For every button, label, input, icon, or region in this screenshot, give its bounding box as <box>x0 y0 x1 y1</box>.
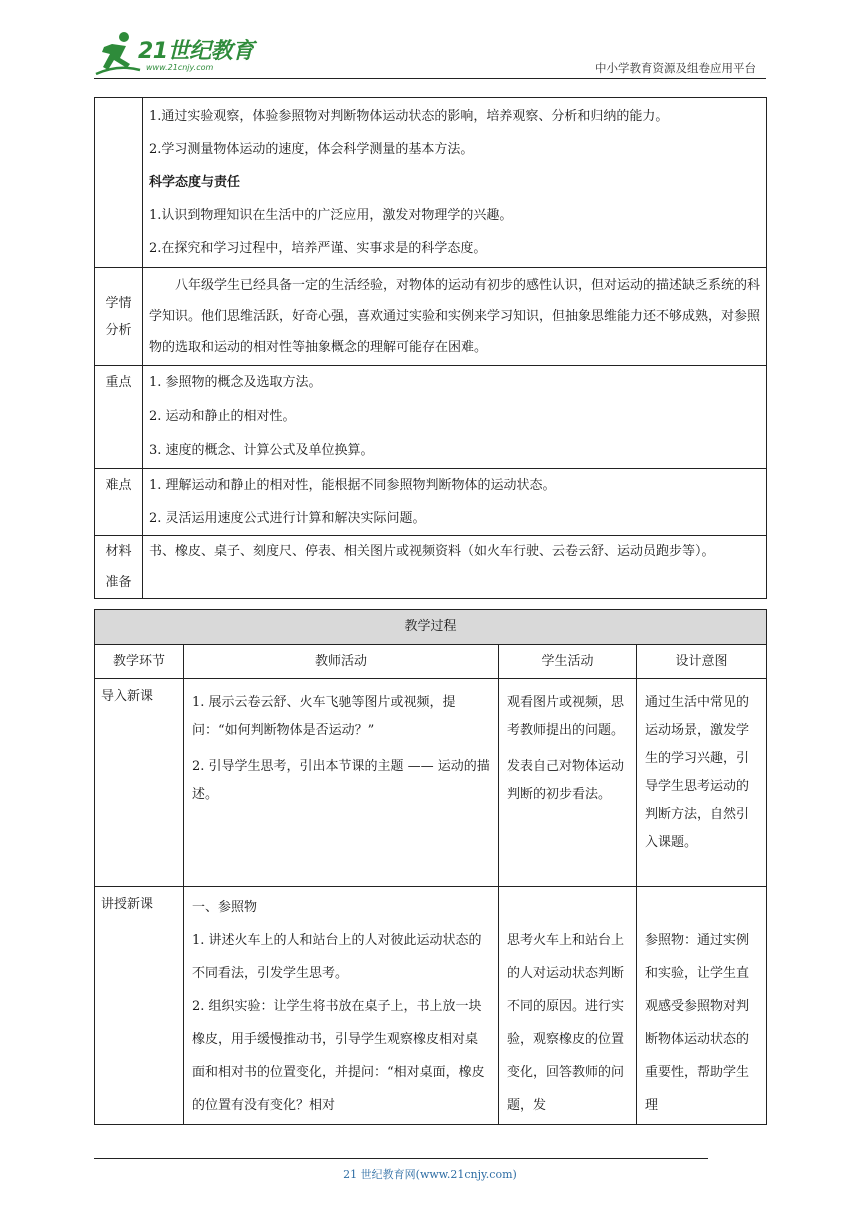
lecture-student-cell <box>499 887 637 1125</box>
teaching-process-table <box>94 609 767 1125</box>
lecture-row <box>95 887 767 1125</box>
analysis-text-cell <box>143 268 767 366</box>
lecture-stage: 讲授新课 <box>95 887 184 1125</box>
col-header-teacher: 教师活动 <box>184 645 499 679</box>
lecture-intent-text: 参照物：通过实例和实验，让学生直观感受参照物对判断物体运动状态的重要性，帮助学生理 <box>645 933 750 1113</box>
lecture-student-text: 思考火车上和站台上的人对运动状态判断不同的原因。进行实验，观察橡皮的位置变化，回答教师的问题，发 <box>507 933 625 1113</box>
goals-row <box>95 98 767 268</box>
analysis-label <box>95 268 143 366</box>
analysis-label-line: 分析 <box>105 322 132 338</box>
goals-label-cell <box>95 98 143 268</box>
difficulties-label: 难点 <box>95 469 143 536</box>
intro-student-item: 发表自己对物体运动判断的初步看法。 <box>507 759 625 802</box>
logo-brand-text: 21世纪教育 <box>138 39 254 64</box>
lecture-teacher-heading: 一、参照物 <box>192 900 258 915</box>
runner-logo-icon <box>94 30 142 76</box>
goal-line: 2.学习测量物体运动的速度，体会科学测量的基本方法。 <box>149 142 474 157</box>
intro-intent-cell <box>637 679 767 887</box>
column-header-row <box>95 645 767 679</box>
process-title: 教学过程 <box>95 610 767 645</box>
footer-link[interactable]: 21 世纪教育网(www.21cnjy.com) <box>343 1168 517 1181</box>
platform-name: 中小学教育资源及组卷应用平台 <box>595 61 756 75</box>
intro-teacher-item: 1. 展示云卷云舒、火车飞驰等图片或视频，提问：“如何判断物体是否运动？” <box>192 695 456 738</box>
lecture-intent-cell <box>637 887 767 1125</box>
col-header-student: 学生活动 <box>499 645 637 679</box>
difficulty-item: 2. 灵活运用速度公式进行计算和解决实际问题。 <box>149 511 426 526</box>
site-logo[interactable] <box>94 30 264 78</box>
lecture-teacher-item: 1. 讲述火车上的人和站台上的人对彼此运动状态的不同看法，引发学生思考。 <box>192 933 482 981</box>
materials-label-line: 材料 <box>105 544 132 559</box>
materials-label-line: 准备 <box>105 575 132 590</box>
intro-student-item: 观看图片或视频，思考教师提出的问题。 <box>507 695 625 738</box>
intro-stage: 导入新课 <box>95 679 184 887</box>
key-points-label: 重点 <box>95 366 143 469</box>
difficulty-item: 1. 理解运动和静止的相对性，能根据不同参照物判断物体的运动状态。 <box>149 478 556 493</box>
key-point-item: 2. 运动和静止的相对性。 <box>149 409 296 424</box>
key-point-item: 3. 速度的概念、计算公式及单位换算。 <box>149 443 374 458</box>
attitude-line: 2.在探究和学习过程中，培养严谨、实事求是的科学态度。 <box>149 241 487 256</box>
key-points-cell <box>143 366 767 469</box>
difficulties-cell <box>143 469 767 536</box>
page-header <box>0 0 860 80</box>
analysis-row <box>95 268 767 366</box>
key-point-item: 1. 参照物的概念及选取方法。 <box>149 375 322 390</box>
logo-url-text: www.21cnjy.com <box>146 63 214 72</box>
attitude-title: 科学态度与责任 <box>149 175 241 190</box>
attitude-line: 1.认识到物理知识在生活中的广泛应用，激发对物理学的兴趣。 <box>149 208 513 223</box>
intro-row <box>95 679 767 887</box>
lecture-teacher-cell <box>184 887 499 1125</box>
header-divider <box>94 78 766 79</box>
col-header-stage: 教学环节 <box>95 645 184 679</box>
difficulties-row <box>95 469 767 536</box>
goals-content-cell <box>143 98 767 268</box>
col-header-intent: 设计意图 <box>637 645 767 679</box>
intro-teacher-item: 2. 引导学生思考，引出本节课的主题 —— 运动的描述。 <box>192 759 490 802</box>
intro-teacher-cell <box>184 679 499 887</box>
materials-label <box>95 536 143 599</box>
lesson-info-table <box>94 97 767 599</box>
footer-divider <box>94 1158 708 1159</box>
intro-intent: 通过生活中常见的运动场景，激发学生的学习兴趣，引导学生思考运动的判断方法，自然引入课题。 <box>645 695 750 850</box>
process-title-row <box>95 610 767 645</box>
materials-cell <box>143 536 767 599</box>
analysis-text: 八年级学生已经具备一定的生活经验，对物体的运动有初步的感性认识，但对运动的描述缺乏系统的科学知识。他们思维活跃，好奇心强，喜欢通过实验和实例来学习知识，但抽象思维能力还不够成熟，对参照物的选取和运动的相对性等抽象概念的理解可能存在困难。 <box>149 278 761 355</box>
analysis-label-line: 学情 <box>105 295 132 311</box>
materials-text: 书、橡皮、桌子、刻度尺、停表、相关图片或视频资料（如火车行驶、云卷云舒、运动员跑步等）。 <box>149 544 715 559</box>
key-points-row <box>95 366 767 469</box>
goal-line: 1.通过实验观察，体验参照物对判断物体运动状态的影响，培养观察、分析和归纳的能力。 <box>149 109 669 124</box>
intro-student-cell <box>499 679 637 887</box>
lecture-teacher-item: 2. 组织实验：让学生将书放在桌子上，书上放一块橡皮，用手缓慢推动书，引导学生观察橡皮相对桌面和相对书的位置变化，并提问：“相对桌面，橡皮的位置有没有变化？相对 <box>192 999 485 1113</box>
materials-row <box>95 536 767 599</box>
